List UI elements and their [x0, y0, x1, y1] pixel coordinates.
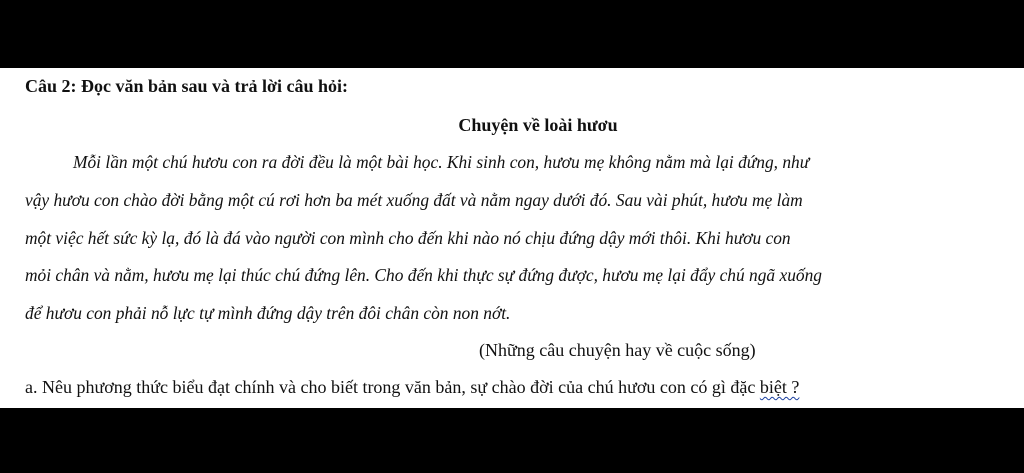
passage-line: một việc hết sức kỳ lạ, đó là đá vào người con mình cho đến khi nào nó chịu đứng dậy mới thôi. Khi hươu con [25, 228, 791, 248]
passage-line: vậy hươu con chào đời bằng một cú rơi hơn ba mét xuống đất và nằm ngay dưới đó. Sau vài phút, hươu mẹ làm [25, 190, 803, 210]
sub-question-a [25, 377, 799, 398]
passage-line: mỏi chân và nằm, hươu mẹ lại thúc chú đứng lên. Cho đến khi thực sự đứng được, hươu mẹ lại đẩy chú ngã xuống [25, 265, 822, 285]
passage-source: (Những câu chuyện hay về cuộc sống) [479, 340, 756, 360]
passage-title: Chuyện về loài hươu [458, 115, 618, 135]
document-page [0, 68, 1024, 408]
sub-question-text: a. Nêu phương thức biểu đạt chính và cho biết trong văn bản, sự chào đời của chú hươu con có gì đặc [25, 377, 760, 397]
passage-line: Mỗi lần một chú hươu con ra đời đều là một bài học. Khi sinh con, hươu mẹ không nằm mà lại đứng, như [73, 152, 810, 172]
passage-line: để hươu con phải nỗ lực tự mình đứng dậy trên đôi chân còn non nớt. [25, 303, 511, 323]
question-header: Câu 2: Đọc văn bản sau và trả lời câu hỏi: [25, 76, 348, 96]
spellcheck-underlined-word: biệt ? [759, 377, 800, 397]
